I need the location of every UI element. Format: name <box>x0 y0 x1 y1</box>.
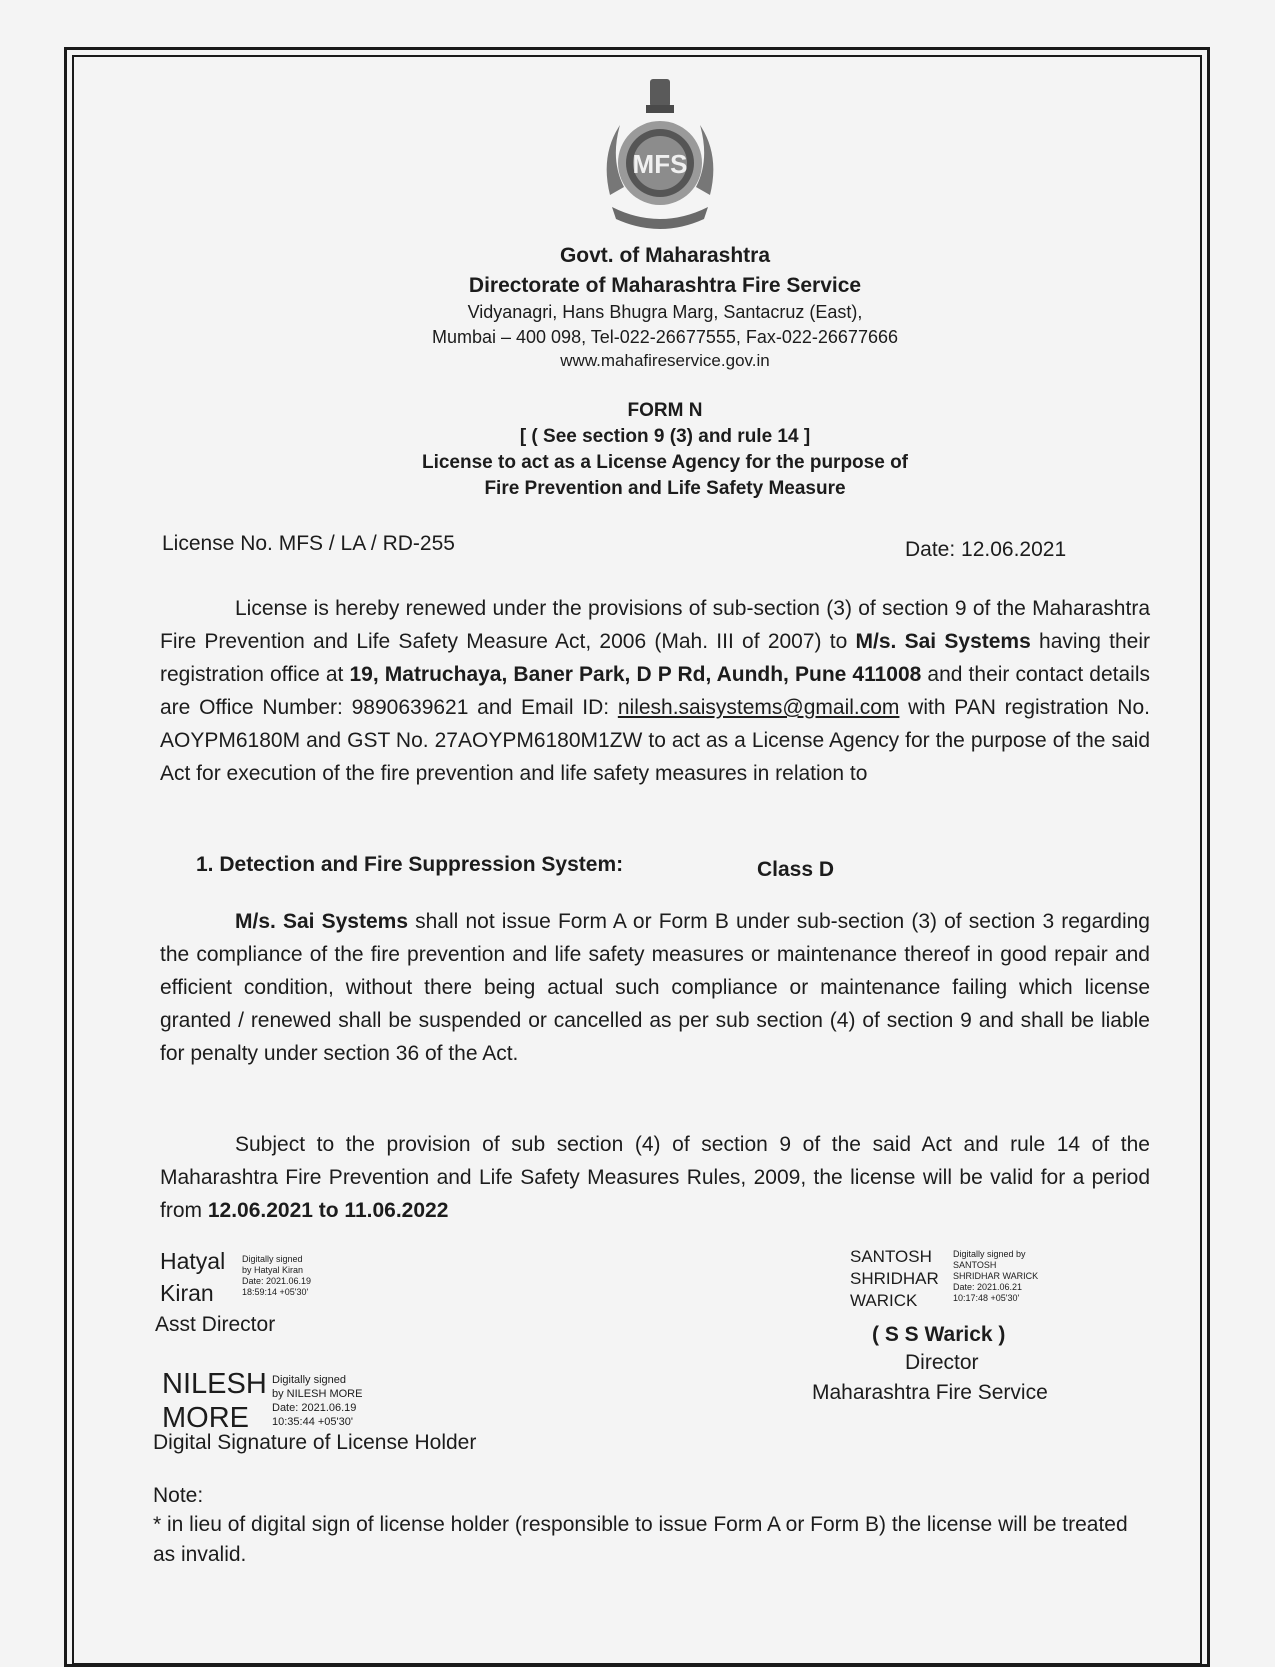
conditions-paragraph: M/s. Sai Systems shall not issue Form A or Form B under sub-section (3) of section 3 regarding the compliance of the fire prevention and life safety measures or maintenance thereof in good repair and efficient condition, without there being actual such compliance or maintenance failing which license granted / renewed shall be suspended or cancelled as per sub section (4) of section 9 and shall be liable for penalty under section 36 of the Act. <box>160 910 1150 1065</box>
director-signature-name: SANTOSH SHRIDHAR WARICK <box>850 1247 939 1310</box>
license-holder-signature-caption: Digital Signature of License Holder <box>153 1431 477 1454</box>
license-holder-signature-name: NILESH MORE <box>162 1368 267 1434</box>
form-subtitle-line-1: License to act as a License Agency for the purpose of <box>421 452 909 473</box>
govt-heading: Govt. of Maharashtra <box>559 244 771 267</box>
validity-period: 12.06.2021 to 11.06.2022 <box>207 1199 449 1222</box>
note-text: * in lieu of digital sign of license holder (responsible to issue Form A or Form B) the license will be treated as invalid. <box>153 1513 1128 1566</box>
form-subtitle-line-2: Fire Prevention and Life Safety Measure <box>484 478 846 499</box>
asst-director-designation: Asst Director <box>155 1313 276 1336</box>
note-heading: Note: <box>153 1484 204 1507</box>
license-number: License No. MFS / LA / RD-255 <box>162 532 455 555</box>
form-title: FORM N <box>627 400 703 421</box>
system-item-label: 1. Detection and Fire Suppression System: <box>196 853 624 876</box>
directorate-heading: Directorate of Maharashtra Fire Service <box>468 274 862 297</box>
section-reference: [ ( See section 9 (3) and rule 14 ] <box>519 426 811 447</box>
asst-director-digital-signature-stamp: Digitally signed by Hatyal Kiran Date: 2021.06.19 18:59:14 +05'30' <box>242 1254 312 1297</box>
licensee-address: 19, Matruchaya, Baner Park, D P Rd, Aundh, Pune 411008 <box>349 663 922 686</box>
system-item-class: Class D <box>757 858 835 881</box>
licensee-email[interactable]: nilesh.saisystems@gmail.com <box>617 696 900 719</box>
licensee-name: M/s. Sai Systems <box>855 630 1031 653</box>
address-line-1: Vidyanagri, Hans Bhugra Marg, Santacruz (East), <box>467 302 863 322</box>
license-holder-digital-signature-stamp: Digitally signed by NILESH MORE Date: 2021.06.19 10:35:44 +05'30' <box>272 1374 363 1428</box>
director-organisation: Maharashtra Fire Service <box>812 1381 1048 1404</box>
licensee-name: M/s. Sai Systems <box>235 910 409 933</box>
director-short-name: ( S S Warick ) <box>872 1323 1006 1346</box>
website: www.mahafireservice.gov.in <box>560 351 770 370</box>
address-line-2: Mumbai – 400 098, Tel-022-26677555, Fax-022-26677666 <box>431 327 898 347</box>
director-digital-signature-stamp: Digitally signed by SANTOSH SHRIDHAR WARICK Date: 2021.06.21 10:17:48 +05'30' <box>953 1249 1039 1303</box>
director-designation: Director <box>905 1351 979 1374</box>
validity-paragraph: Subject to the provision of sub section (4) of section 9 of the said Act and rule 14 of the Maharashtra Fire Prevention and Life Safety Measures Rules, 2009, the license will be valid for a period from 12.06.2021 to 11.06.2022 <box>160 1133 1150 1222</box>
mfs-emblem <box>590 75 730 235</box>
renewal-paragraph: License is hereby renewed under the provisions of sub-section (3) of section 9 of the Maharashtra Fire Prevention and Life Safety Measure Act, 2006 (Mah. III of 2007) to M/s. Sai Systems having their registration office at 19, Matruchaya, Baner Park, D P Rd, Aundh, Pune 411008 and their contact details are Office Number: 9890639621 and Email ID: nilesh.saisystems@gmail.com with PAN registration No. AOYPM6180M and GST No. 27AOYPM6180M1ZW to act as a License Agency for the purpose of the said Act for execution of the fire prevention and life safety measures in relation to <box>160 597 1151 785</box>
svg-text:MFS: MFS <box>632 149 688 179</box>
license-date: Date: 12.06.2021 <box>905 538 1067 561</box>
asst-director-signature-name: Hatyal Kiran <box>160 1248 226 1306</box>
